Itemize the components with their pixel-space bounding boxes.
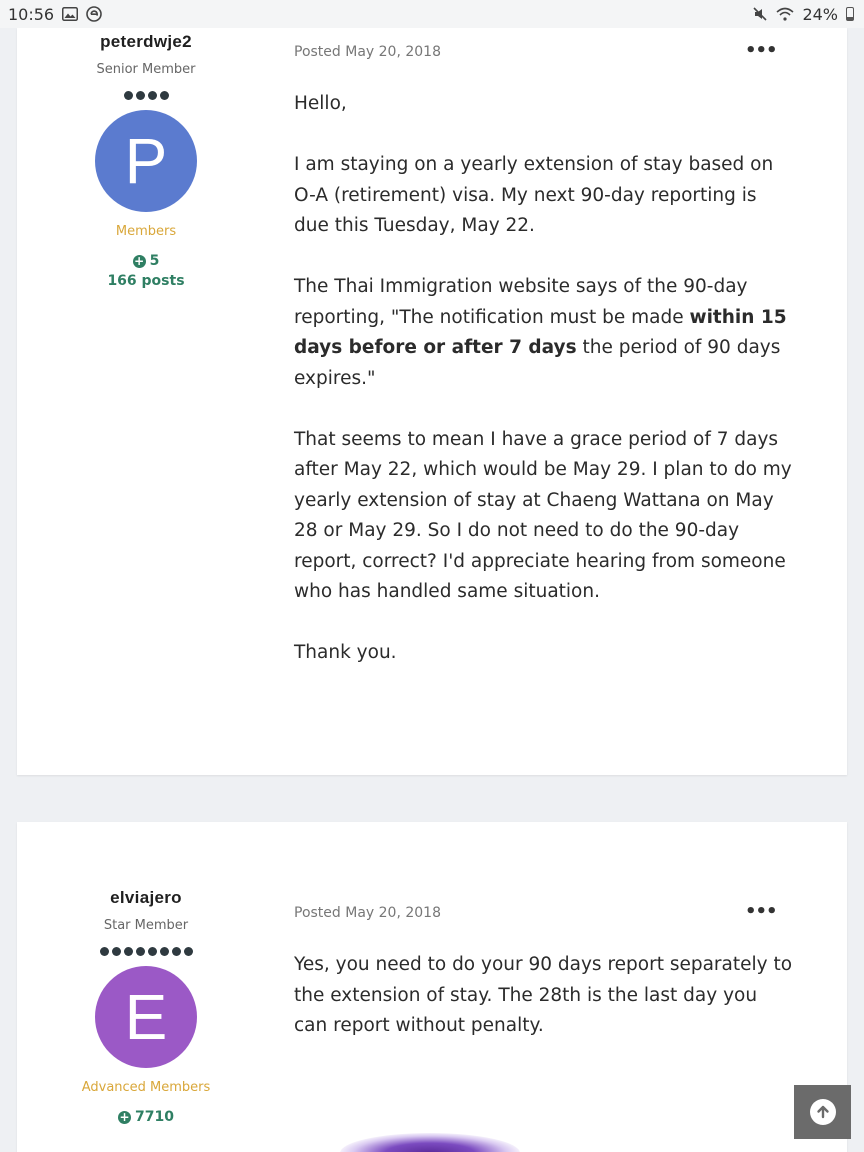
gallery-icon (62, 7, 78, 21)
rank-pip (184, 947, 193, 956)
post-card (17, 822, 847, 1152)
post-content (294, 950, 794, 1072)
battery-icon (846, 7, 854, 21)
bold-text: within 15 days before or after 7 days (294, 306, 787, 358)
edge-browser-icon (86, 6, 102, 22)
member-group: Members (115, 224, 177, 239)
avatar[interactable]: E (95, 966, 197, 1068)
reputation (17, 253, 275, 269)
rank-pip (136, 91, 145, 100)
plus-circle-icon: + (119, 1109, 130, 1124)
rank-pips (17, 947, 275, 956)
arrow-up-circle-icon (810, 1099, 836, 1125)
reputation-count: 7710 (135, 1109, 174, 1125)
post-paragraph: Thank you. (294, 642, 397, 663)
rank-pip (124, 947, 133, 956)
post-paragraph: Yes, you need to do your 90 days report separately to the extension of stay. The 28th is the last day you can report without penalty. (294, 954, 793, 1036)
status-time: 10:56 (8, 4, 55, 24)
post-paragraph: That seems to mean I have a grace period of 7 days after May 22, which would be May 29. I plan to do my yearly extension of stay at Chaeng Wattana on May 28 or May 29. So I do not need to do the 90-day report, correct? I'd appreciate hearing from someone who has handled same situation. (294, 428, 792, 602)
post-paragraph: Hello, (294, 93, 347, 114)
post-count[interactable]: 166 posts (107, 273, 185, 289)
post-date[interactable]: Posted May 20, 2018 (294, 44, 441, 60)
post-content (294, 89, 794, 699)
rank-pip (124, 91, 133, 100)
rank-pip (112, 947, 121, 956)
avatar[interactable]: P (95, 110, 197, 212)
rank-pip (160, 947, 169, 956)
scroll-to-top-button[interactable] (794, 1085, 851, 1139)
rank-pip (160, 91, 169, 100)
battery-percent: 24% (802, 4, 838, 24)
rank-pip (172, 947, 181, 956)
plus-circle-icon: + (134, 253, 145, 268)
rank-pip (100, 947, 109, 956)
rank-pip (148, 947, 157, 956)
author-panel (17, 888, 275, 1125)
reputation-count: 5 (149, 253, 160, 269)
reputation (17, 1109, 275, 1125)
text-span: The Thai Immigration website says of the 90-day reporting, "The notification must be made (294, 276, 748, 328)
post-paragraph (294, 272, 794, 394)
status-bar (0, 0, 864, 28)
member-group: Advanced Members (81, 1080, 211, 1095)
username[interactable]: peterdwje2 (100, 32, 192, 51)
text-span: the period of 90 days expires." (294, 337, 781, 389)
member-rank: Star Member (103, 918, 189, 933)
post-card (17, 28, 847, 775)
rank-pips (17, 91, 275, 100)
mute-icon (752, 6, 768, 22)
rank-pip (148, 91, 157, 100)
rank-pip (136, 947, 145, 956)
member-rank: Senior Member (96, 62, 196, 77)
username[interactable]: elviajero (110, 888, 182, 907)
post-date[interactable]: Posted May 20, 2018 (294, 905, 441, 921)
ellipsis-icon[interactable]: ••• (745, 901, 777, 922)
author-panel (17, 32, 275, 289)
post-paragraph: I am staying on a yearly extension of stay based on O-A (retirement) visa. My next 90-day reporting is due this Tuesday, May 22. (294, 154, 774, 236)
wifi-icon (776, 7, 794, 21)
ellipsis-icon[interactable]: ••• (745, 40, 777, 61)
